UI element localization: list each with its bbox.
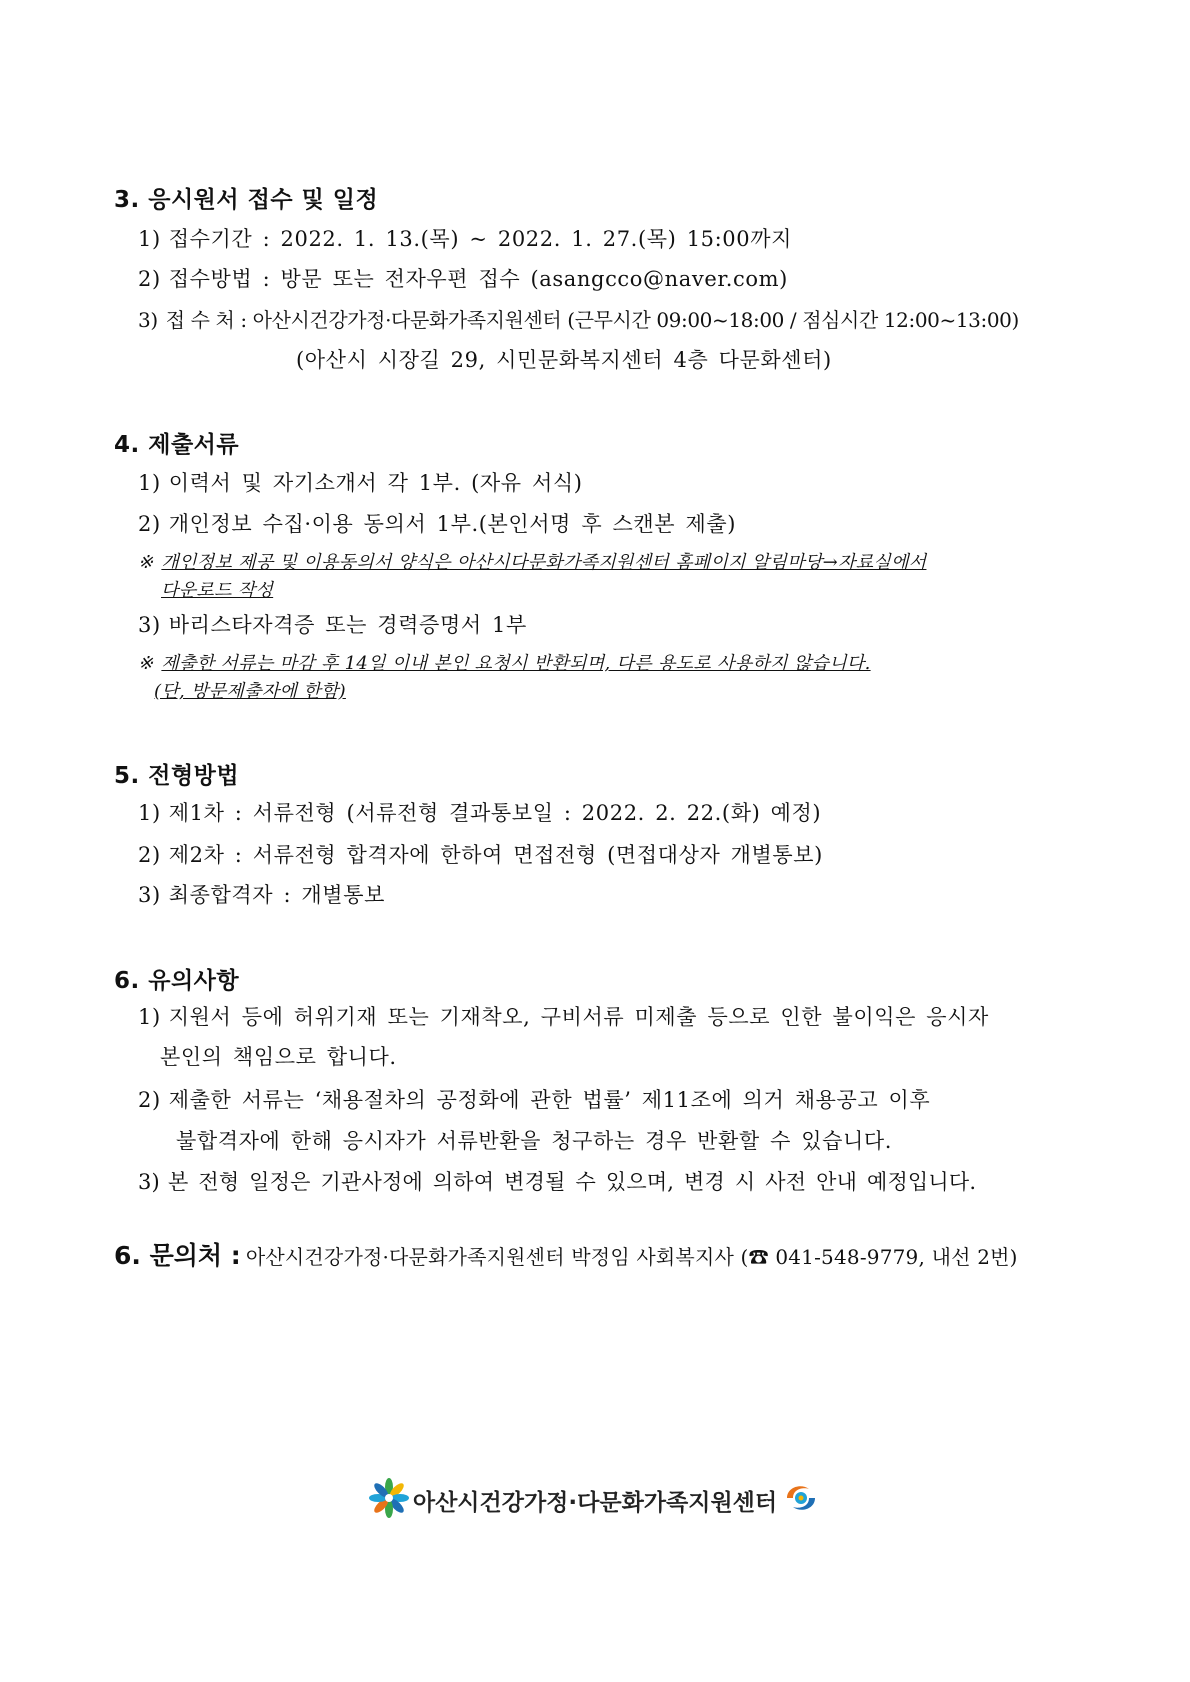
item-text: 지원서 등에 허위기재 또는 기재착오, 구비서류 미제출 등으로 인한 불이익은 응시자 (168, 1005, 989, 1029)
item-text: 접수방법 : 방문 또는 전자우편 접수 (asangcco@naver.com) (168, 267, 788, 291)
footer (0, 1478, 1190, 1522)
s6-item-2-cont: 불합격자에 한해 응시자가 서류반환을 청구하는 경우 반환할 수 있습니다. (176, 1129, 893, 1153)
item-text: 제1차 : 서류전형 (서류전형 결과통보일 : 2022. 2. 22.(화) 예정) (168, 801, 822, 825)
s4-item-3 (138, 610, 527, 640)
item-text: 접 수 처 : 아산시건강가정·다문화가족지원센터 (근무시간 09:00~18:00 / 점심시간 12:00~13:00) (165, 308, 1019, 332)
note-mark: ※ (138, 653, 154, 674)
item-number: 3) (138, 613, 161, 637)
section-5-title: 5. 전형방법 (114, 763, 240, 789)
s5-item-2 (138, 840, 823, 870)
item-number: 1) (138, 1005, 161, 1029)
section-6-title: 6. 유의사항 (114, 968, 240, 994)
item-number: 3) (138, 308, 158, 332)
section-3-title: 3. 응시원서 접수 및 일정 (114, 187, 379, 213)
note-text: 개인정보 제공 및 이용동의서 양식은 아산시다문화가족지원센터 홈페이지 알림마당→자료실에서 (161, 552, 927, 573)
family-logo-icon (781, 1481, 821, 1519)
item-text: 접수기간 : 2022. 1. 13.(목) ~ 2022. 1. 27.(목) 15:00까지 (168, 227, 792, 251)
footer-org-name: 아산시건강가정·다문화가족지원센터 (412, 1489, 778, 1516)
s4-item-1 (138, 468, 583, 498)
contact-line (114, 1236, 1018, 1272)
item-text: 개인정보 수집·이용 동의서 1부.(본인서명 후 스캔본 제출) (168, 512, 737, 536)
item-number: 2) (138, 267, 161, 291)
contact-org: 아산시건강가정·다문화가족지원센터 박정임 사회복지사 ( (245, 1245, 749, 1269)
s3-item-2 (138, 264, 788, 294)
s4-note-1 (138, 551, 926, 575)
phone-icon: ☎ (748, 1245, 769, 1269)
item-number: 2) (138, 512, 161, 536)
note-text: (단, 방문제출자에 한함) (154, 681, 346, 702)
item-text: 제2차 : 서류전형 합격자에 한하여 면접전형 (면접대상자 개별통보) (168, 843, 823, 867)
footer-logo-block (369, 1478, 821, 1522)
contact-label: 6. 문의처 : (114, 1241, 241, 1270)
item-text: 본 전형 일정은 기관사정에 의하여 변경될 수 있으며, 변경 시 사전 안내 예정입니다. (167, 1170, 977, 1194)
item-text: 최종합격자 : 개별통보 (168, 883, 385, 907)
s6-item-1-cont: 본인의 책임으로 합니다. (160, 1045, 397, 1069)
item-text: 이력서 및 자기소개서 각 1부. (자유 서식) (168, 471, 583, 495)
s4-item-2 (138, 509, 736, 539)
contact-text (246, 1245, 1018, 1269)
s6-item-1 (138, 1002, 989, 1032)
item-number: 3) (138, 1170, 160, 1194)
section-4-title: 4. 제출서류 (114, 432, 240, 458)
item-text: 바리스타자격증 또는 경력증명서 1부 (168, 613, 527, 637)
item-number: 1) (138, 801, 161, 825)
note-text: 다운로드 작성 (161, 580, 274, 601)
item-number: 1) (138, 227, 161, 251)
s4-note-2-cont (154, 680, 346, 704)
s4-note-2 (138, 652, 871, 676)
s4-note-1-cont (161, 579, 273, 603)
flower-logo-icon (369, 1478, 409, 1522)
contact-phone: 041-548-9779, 내선 2번) (768, 1245, 1018, 1269)
s6-item-2 (138, 1085, 930, 1115)
item-number: 1) (138, 471, 161, 495)
item-number: 2) (138, 1088, 161, 1112)
s5-item-1 (138, 798, 821, 828)
item-text: 제출한 서류는 ‘채용절차의 공정화에 관한 법률’ 제11조에 의거 채용공고 이후 (168, 1088, 931, 1112)
s3-address: (아산시 시장길 29, 시민문화복지센터 4층 다문화센터) (296, 348, 832, 372)
item-number: 3) (138, 883, 161, 907)
note-text: 제출한 서류는 마감 후 14일 이내 본인 요청시 반환되며, 다른 용도로 사용하지 않습니다. (161, 653, 871, 674)
s3-item-3 (138, 305, 1019, 335)
note-mark: ※ (138, 552, 154, 573)
s6-item-3 (138, 1167, 976, 1197)
item-number: 2) (138, 843, 161, 867)
s5-item-3 (138, 880, 385, 910)
s3-item-1 (138, 224, 792, 254)
